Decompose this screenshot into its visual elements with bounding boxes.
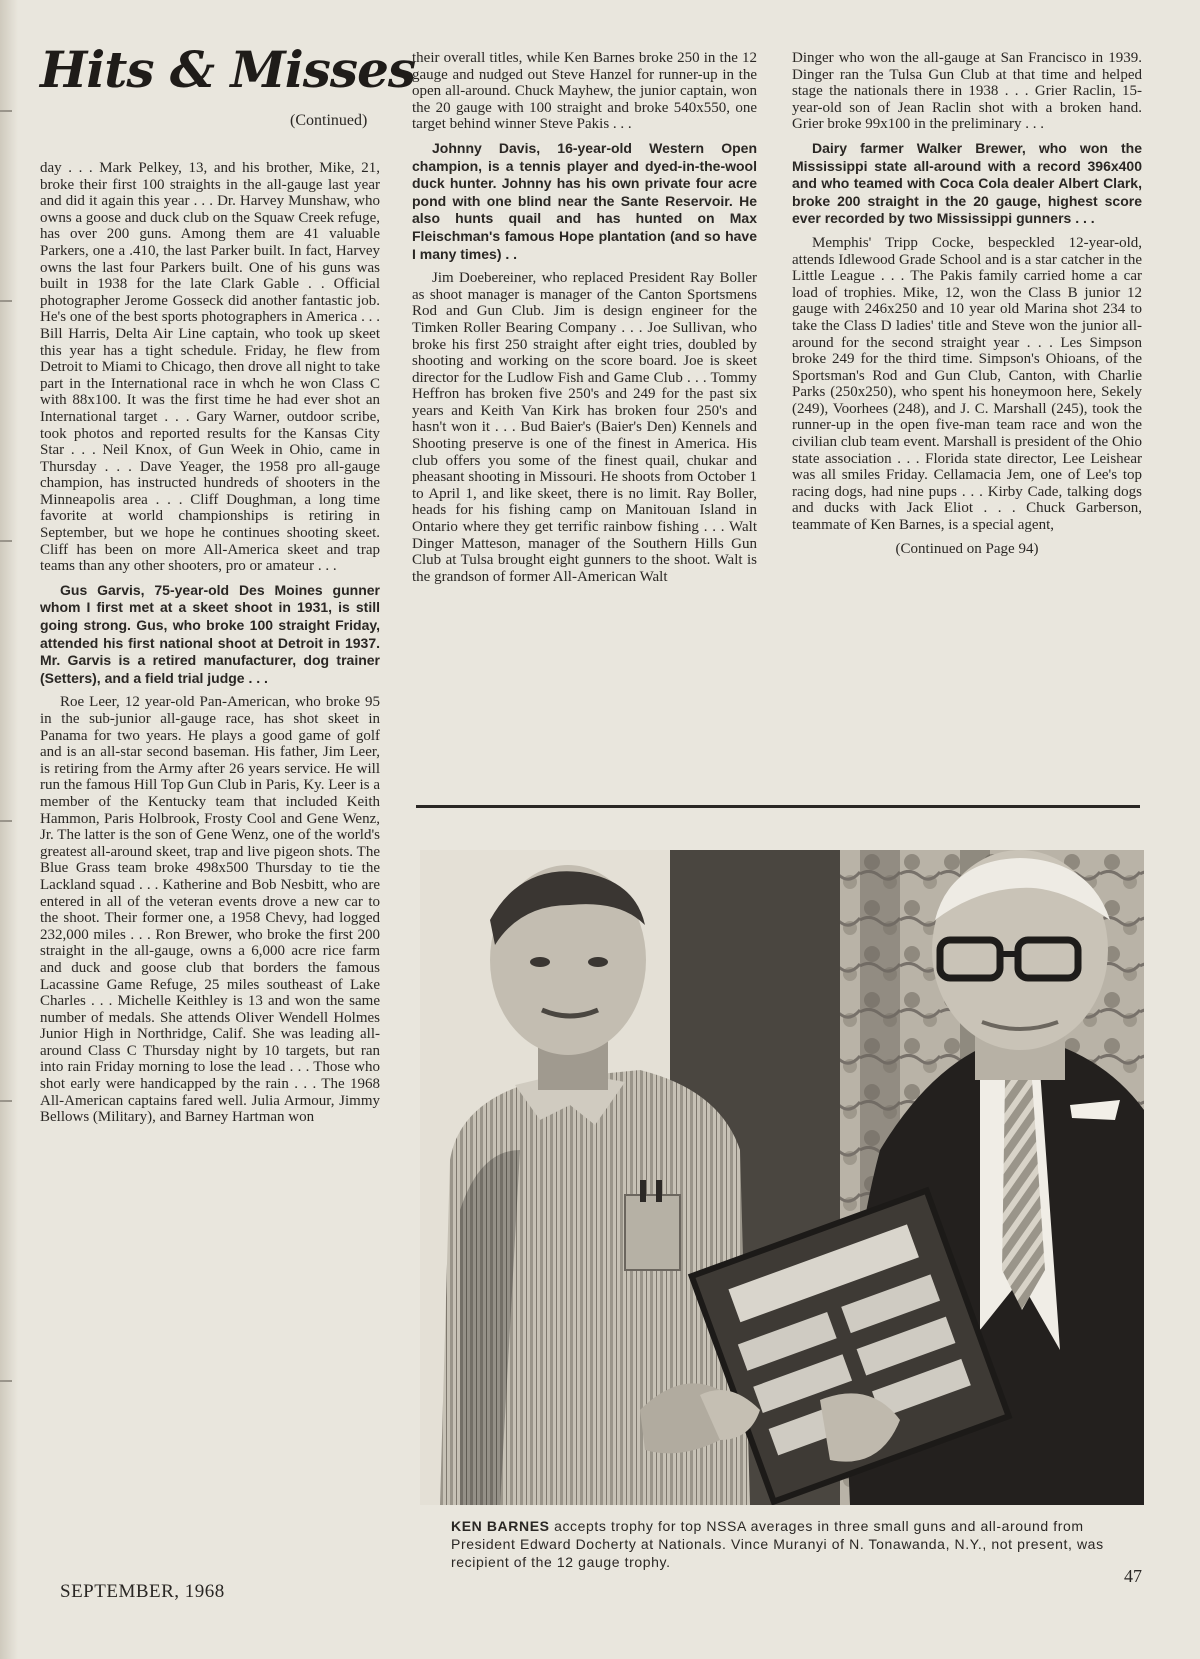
caption-text: accepts trophy for top NSSA averages in three small guns and all-around from President Edward Docherty at Nationals. Vince Muranyi of N. Tonawanda, N.Y., not present, was recipient of the 12 gauge trophy. (451, 1518, 1104, 1570)
text-column-2 (412, 50, 757, 770)
paragraph: their overall titles, while Ken Barnes broke 250 in the 12 gauge and nudged out Steve Hanzel for runner-up in the open all-around. Chuck Mayhew, the junior captain, won the 20 gauge with 100 straight and broke 540x550, one target behind winner Steve Pakis . . . (412, 50, 757, 133)
paragraph-bold: Johnny Davis, 16-year-old Western Open champion, is a tennis player and dyed-in-the-wool duck hunter. Johnny has his own private four acre pond with one blind near the Sante Reservoir. He also hunts quail and has hunted on Max Fleischman's famous Hope plantation (and so have I many times) . . (412, 139, 757, 262)
section-divider (416, 805, 1140, 808)
photo-caption (451, 1517, 1141, 1571)
continued-label: (Continued) (290, 112, 368, 129)
issue-date: SEPTEMBER, 1968 (60, 1581, 225, 1602)
text-column-1 (40, 160, 380, 1565)
page-gutter-edge (0, 0, 18, 1659)
continued-on-page-note: (Continued on Page 94) (895, 540, 1039, 557)
section-title: Hits & Misses (40, 40, 416, 99)
text-column-3 (792, 50, 1142, 770)
paragraph-bold: Gus Garvis, 75-year-old Des Moines gunner whom I first met at a skeet shoot in 1931, is still going strong. Gus, who broke 100 straight Friday, attended his first national shoot at Detroit in 1937. Mr. Garvis is a retired manufacturer, dog trainer (Setters), and a field trial judge . . . (40, 581, 380, 686)
paragraph: day . . . Mark Pelkey, 13, and his brother, Mike, 21, broke their first 100 straights in the all-gauge last year and did it again this year . . . Dr. Harvey Munshaw, who owns a goose and duck club on the Squaw Creek refuge, has over 200 guns. Among them are 41 valuable Parkers, one a .410, the last Parker built. In fact, Harvey owns the last four Parkers built. One of his guns was built in 1938 for the late Clark Gable . . Official photographer Jerome Gosseck did another fantastic job. He's one of the best sports photographers in America . . . Bill Harris, Delta Air Line captain, who took up skeet this year has a tight schedule. Friday, he flew from Detroit to Miami to Chicago, then drove all night to take part in the International race in whch he won Class C with 88x100. It was the first time he had ever shot an International target . . . Gary Warner, outdoor scribe, took photos and reported results for the Kansas City Star . . . Neil Knox, of Gun Week in Ohio, came in Thursday . . . Dave Yeager, the 1958 pro all-gauge champion, has instructed hundreds of shooters in the Minneapolis area . . . Cliff Doughman, a long time favorite at world championships is retiring in September, but we hope he continues shooting skeet. Cliff has been on more All-America skeet and trap teams than any other shooters, pro or amateur . . . (40, 160, 380, 575)
paragraph-bold: Dairy farmer Walker Brewer, who won the Mississippi state all-around with a record 396x400 and who teamed with Coca Cola dealer Albert Clark, broke 200 straight in the 20 gauge, highest score ever recorded by two Mississippi gunners . . . (792, 139, 1142, 227)
paragraph: Memphis' Tripp Cocke, bespeckled 12-year-old, attends Idlewood Grade School and is a star catcher in the Little League . . . The Pakis family carried home a car load of trophies. Mike, 12, won the Class B junior 12 gauge with 246x250 and 10 year old Marina shot 234 to take the Class D ladies' title and Steve won the junior all-around for the second straight year . . . Les Simpson broke 249 for the third time. Simpson's Ohioans, of the Sportsman's Rod and Gun Club, Canton, with Charlie Parks (250x250), who spent his honeymoon here, Sekely (249), Voorhees (248), and J. C. Marshall (245), took the runner-up in the open five-man team race and won the civilian club team event. Marshall is president of the Ohio state association . . . Florida state director, Lee Leishear was all smiles Friday. Cellamacia Jem, one of Lee's top racing dogs, had nine pups . . . Kirby Cade, talking dogs and ducks with Jack Eliot . . . Chuck Garberson, teammate of Ken Barnes, is a special agent, (792, 234, 1142, 534)
paragraph: Jim Doebereiner, who replaced President Ray Boller as shoot manager is manager of the Canton Sportsmens Rod and Gun Club. Jim is design engineer for the Timken Roller Bearing Company . . . Joe Sullivan, who broke his first 250 straight after eight tries, doubled by shooting and working on the score board. Joe is skeet director for the Ludlow Fish and Game Club . . . Tommy Heffron has broken five 250's and 249 for the past six years and Keith Van Kirk has broken four 250's and hasn't won it . . . Bud Baier's (Baier's Den) Kennels and Shooting preserve is one of the finest in America. His club offers you some of the finest quail, chukar and pheasant shooting in Missouri. He shoots from October 1 to April 1, and like skeet, there is no limit. Ray Boller, heads for his fishing camp on Manitouan Island in Ontario where they get terrific rainbow fishing . . . Walt Dinger Matteson, manager of the Southern Hills Gun Club at Tulsa brought eight gunners to the shoot. Walt is the grandson of former All-American Walt (412, 270, 757, 585)
paragraph: Dinger who won the all-gauge at San Francisco in 1939. Dinger ran the Tulsa Gun Club at that time and helped stage the nationals there in 1938 . . . Grier Raclin, 15-year-old son of Jean Raclin shot with a broken hand. Grier broke 99x100 in the preliminary . . . (792, 50, 1142, 133)
paragraph: Roe Leer, 12 year-old Pan-American, who broke 95 in the sub-junior all-gauge race, has shot skeet in Panama for two years. He plays a good game of golf and is an all-star second baseman. His father, Jim Leer, is retiring from the Army after 26 years service. He will run the famous Hill Top Gun Club in Paris, Ky. Leer is a member of the Kentucky team that included Keith Hammon, Paris Holbrook, Frosty Cool and Gene Wenz, Jr. The latter is the son of Gene Wenz, one of the world's greatest all-around skeet, trap and live pigeon shots. The Blue Grass team broke 498x500 Thursday to tie the Lackland squad . . . Katherine and Bob Nesbitt, who are entered in all of the veteran events drove a new car to the shoot. Their former one, a 1958 Chevy, had logged 232,000 miles . . . Ron Brewer, who broke the first 200 straight in the all-gauge, owns a 6,000 acre rice farm and duck and goose club that borders the famous Lacassine Game Refuge, 25 miles southeast of Lake Charles . . . Michelle Keithley is 13 and won the same number of medals. She attends Oliver Wendell Holmes Junior High in Northridge, Calif. She was leading all-around Class C Thursday night by 10 targets, but ran into rain Friday morning to lose the lead . . . Those who shot early were handicapped by the rain . . . The 1968 All-American captains fared well. Julia Armour, Jimmy Bellows (Military), and Barney Hartman won (40, 694, 380, 1126)
trophy-presentation-photo (420, 850, 1144, 1505)
page-number: 47 (1124, 1566, 1142, 1586)
caption-lead: KEN BARNES (451, 1518, 550, 1534)
